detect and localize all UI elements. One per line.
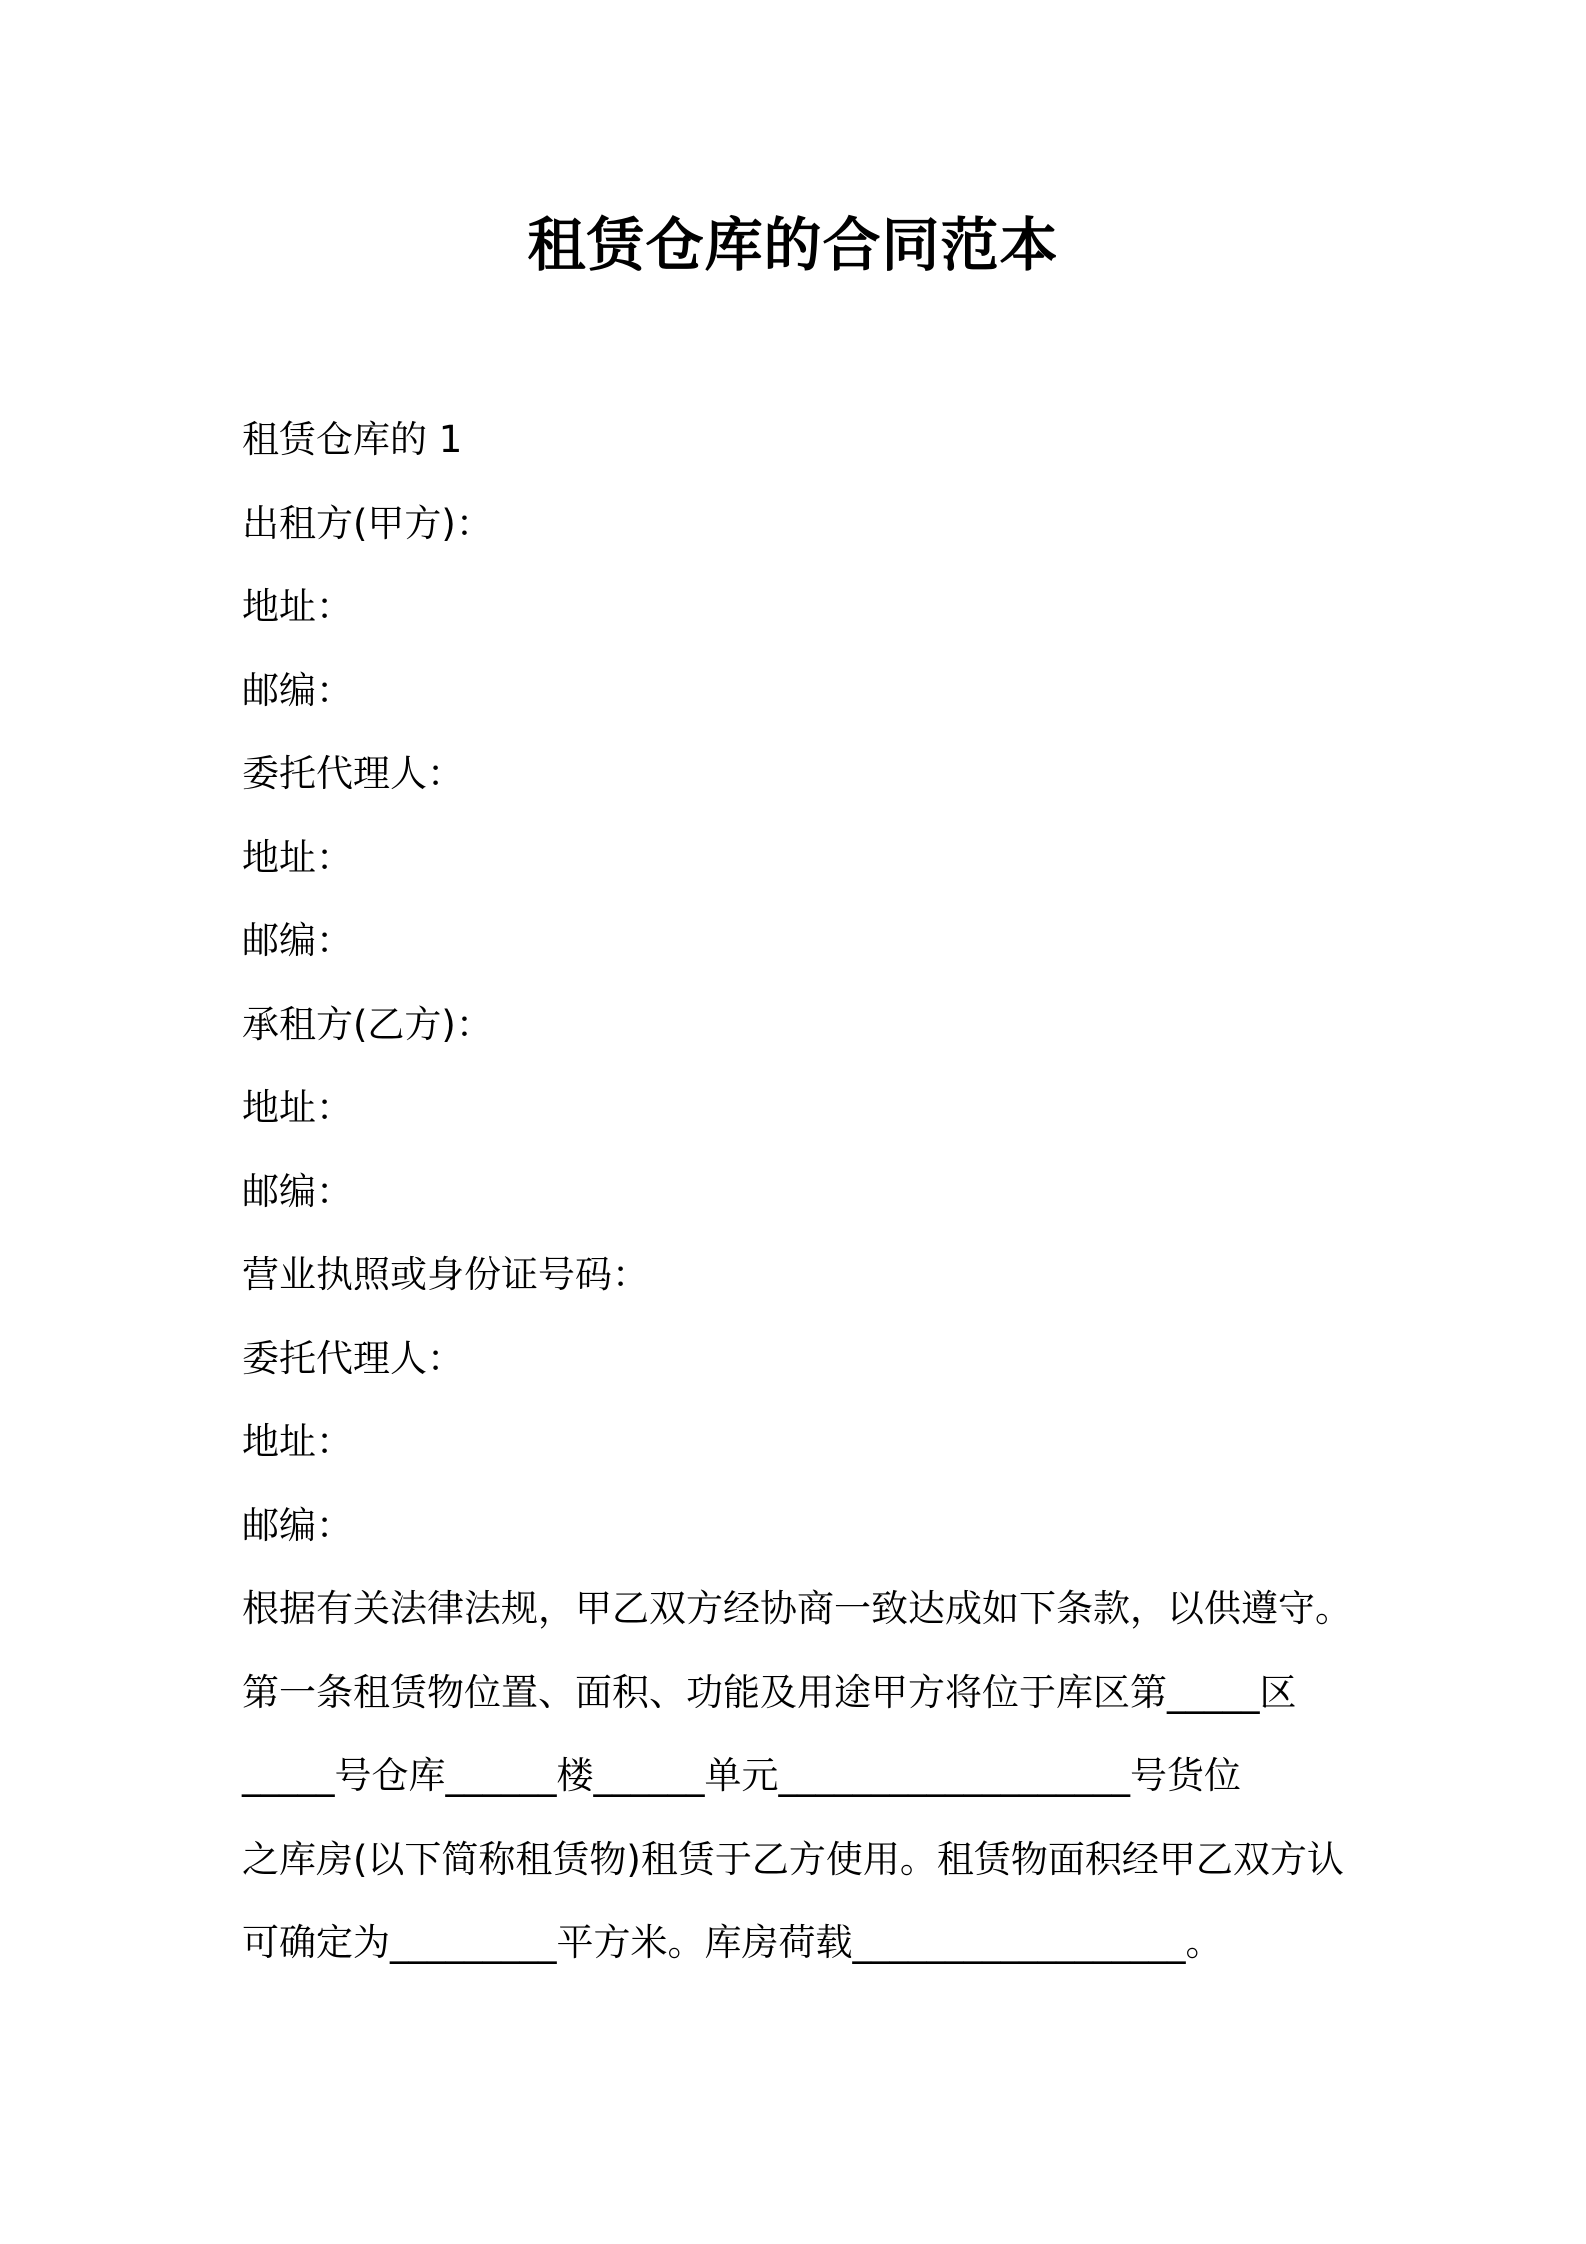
- lessor-agent-label: 委托代理人：: [242, 752, 464, 795]
- lessee-agent-address-label: 地址：: [242, 1420, 353, 1463]
- doc-line-heading: 租赁仓库的 1: [242, 418, 463, 461]
- lessor-agent-postcode-label: 邮编：: [242, 919, 353, 962]
- clause-one-line: 之库房(以下简称租赁物)租赁于乙方使用。租赁物面积经甲乙双方认: [242, 1837, 1344, 1881]
- document-title: 租赁仓库的合同范本: [527, 211, 1059, 279]
- lessor-agent-address-label: 地址：: [242, 835, 353, 879]
- lessor-label: 出租方(甲方)：: [242, 501, 493, 545]
- agreement-intro-paragraph: 根据有关法律法规，甲乙双方经协商一致达成如下条款，以供遵守。: [242, 1587, 1352, 1630]
- lessee-agent-postcode-label: 邮编：: [242, 1503, 353, 1547]
- lessee-postcode-label: 邮编：: [242, 1169, 353, 1213]
- lessee-agent-label: 委托代理人：: [242, 1336, 464, 1380]
- lessee-address-label: 地址：: [242, 1086, 353, 1129]
- lessee-label: 承租方(乙方)：: [242, 1002, 493, 1046]
- clause-one-line: 可确定为_________平方米。库房荷载__________________。: [242, 1921, 1223, 1964]
- lessor-address-label: 地址：: [242, 585, 353, 628]
- document-body: [242, 398, 1362, 1985]
- lessee-license-label: 营业执照或身份证号码：: [242, 1253, 649, 1296]
- clause-one-line: _____号仓库______楼______单元___________________号货位: [242, 1754, 1241, 1797]
- clause-one-line: 第一条租赁物位置、面积、功能及用途甲方将位于库区第_____区: [242, 1670, 1297, 1714]
- lessor-postcode-label: 邮编：: [242, 668, 353, 712]
